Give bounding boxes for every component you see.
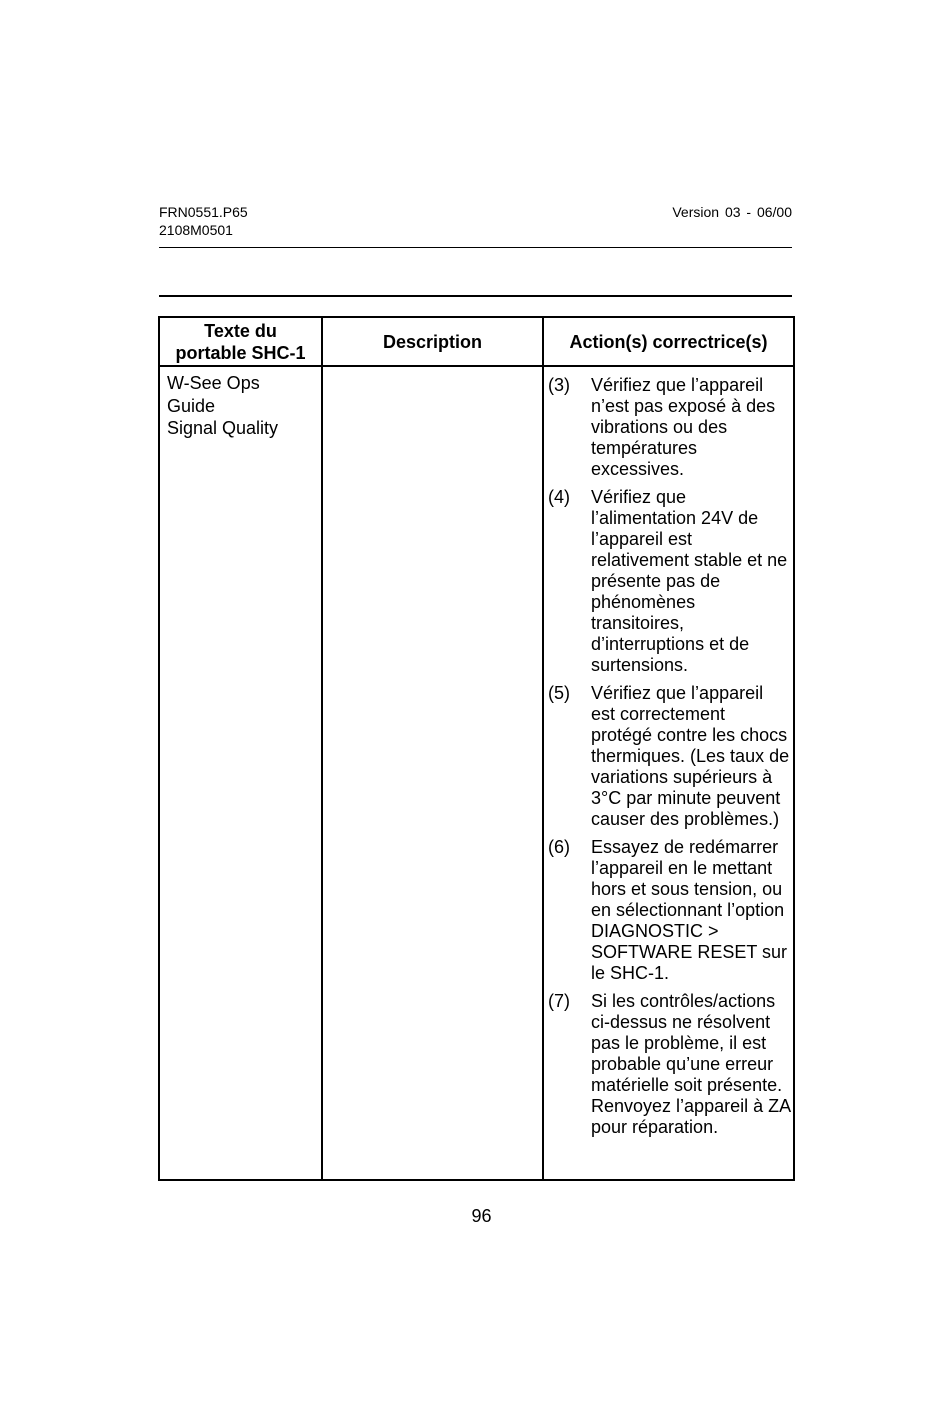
- action-text: Essayez de redémarrer l’appareil en le mettant hors et sous tension, ou en sélectionnant l’option DIAGNOSTIC > SOFTWARE RESET sur le SHC-1.: [591, 837, 788, 983]
- troubleshooting-table: [158, 316, 795, 1181]
- column-header-screen-text: Texte du portable SHC-1: [175, 320, 306, 363]
- screen-text-line: W-See Ops: [167, 373, 260, 393]
- doc-code: 2108M0501: [159, 222, 233, 238]
- action-item: [548, 991, 791, 1138]
- column-header-description: Description: [382, 331, 483, 352]
- action-item: [548, 487, 791, 676]
- action-number: (3): [548, 375, 570, 395]
- action-item: [548, 683, 791, 830]
- column-divider: [542, 318, 544, 1179]
- file-name: FRN0551.P65: [159, 204, 248, 220]
- action-text: Si les contrôles/actions ci-dessus ne résolvent pas le problème, il est probable qu’une erreur matérielle soit présente. Renvoyez l’appareil à ZA pour réparation.: [591, 991, 791, 1137]
- column-divider: [321, 318, 323, 1179]
- screen-text-line: Guide: [167, 395, 216, 416]
- action-number: (4): [548, 487, 570, 507]
- screen-text-cell: [167, 372, 278, 440]
- action-item: [548, 375, 791, 480]
- screen-text-line: Signal Quality: [167, 418, 279, 438]
- header-row-divider: [160, 365, 793, 367]
- action-number: (6): [548, 837, 570, 857]
- action-number: (7): [548, 991, 570, 1011]
- column-header-actions: Action(s) correctrice(s): [569, 331, 768, 352]
- action-number: (5): [548, 683, 570, 703]
- actions-cell: [548, 375, 791, 1145]
- page-number: 96: [471, 1206, 492, 1226]
- action-text: Vérifiez que l’appareil est correctement protégé contre les chocs thermiques. (Les taux de variations supérieurs à 3°C par minute peuvent causer des problèmes.): [591, 683, 790, 829]
- action-item: [548, 837, 791, 984]
- section-divider: [159, 295, 792, 297]
- action-text: Vérifiez que l’alimentation 24V de l’appareil est relativement stable et ne présente pas de phénomènes transitoires, d’interruptions et de surtensions.: [591, 487, 788, 675]
- version-label: Version 03 - 06/00: [672, 204, 792, 220]
- header-divider: [159, 247, 792, 248]
- header-left: [159, 203, 248, 239]
- action-text: Vérifiez que l’appareil n’est pas exposé à des vibrations ou des températures excessives.: [591, 375, 776, 479]
